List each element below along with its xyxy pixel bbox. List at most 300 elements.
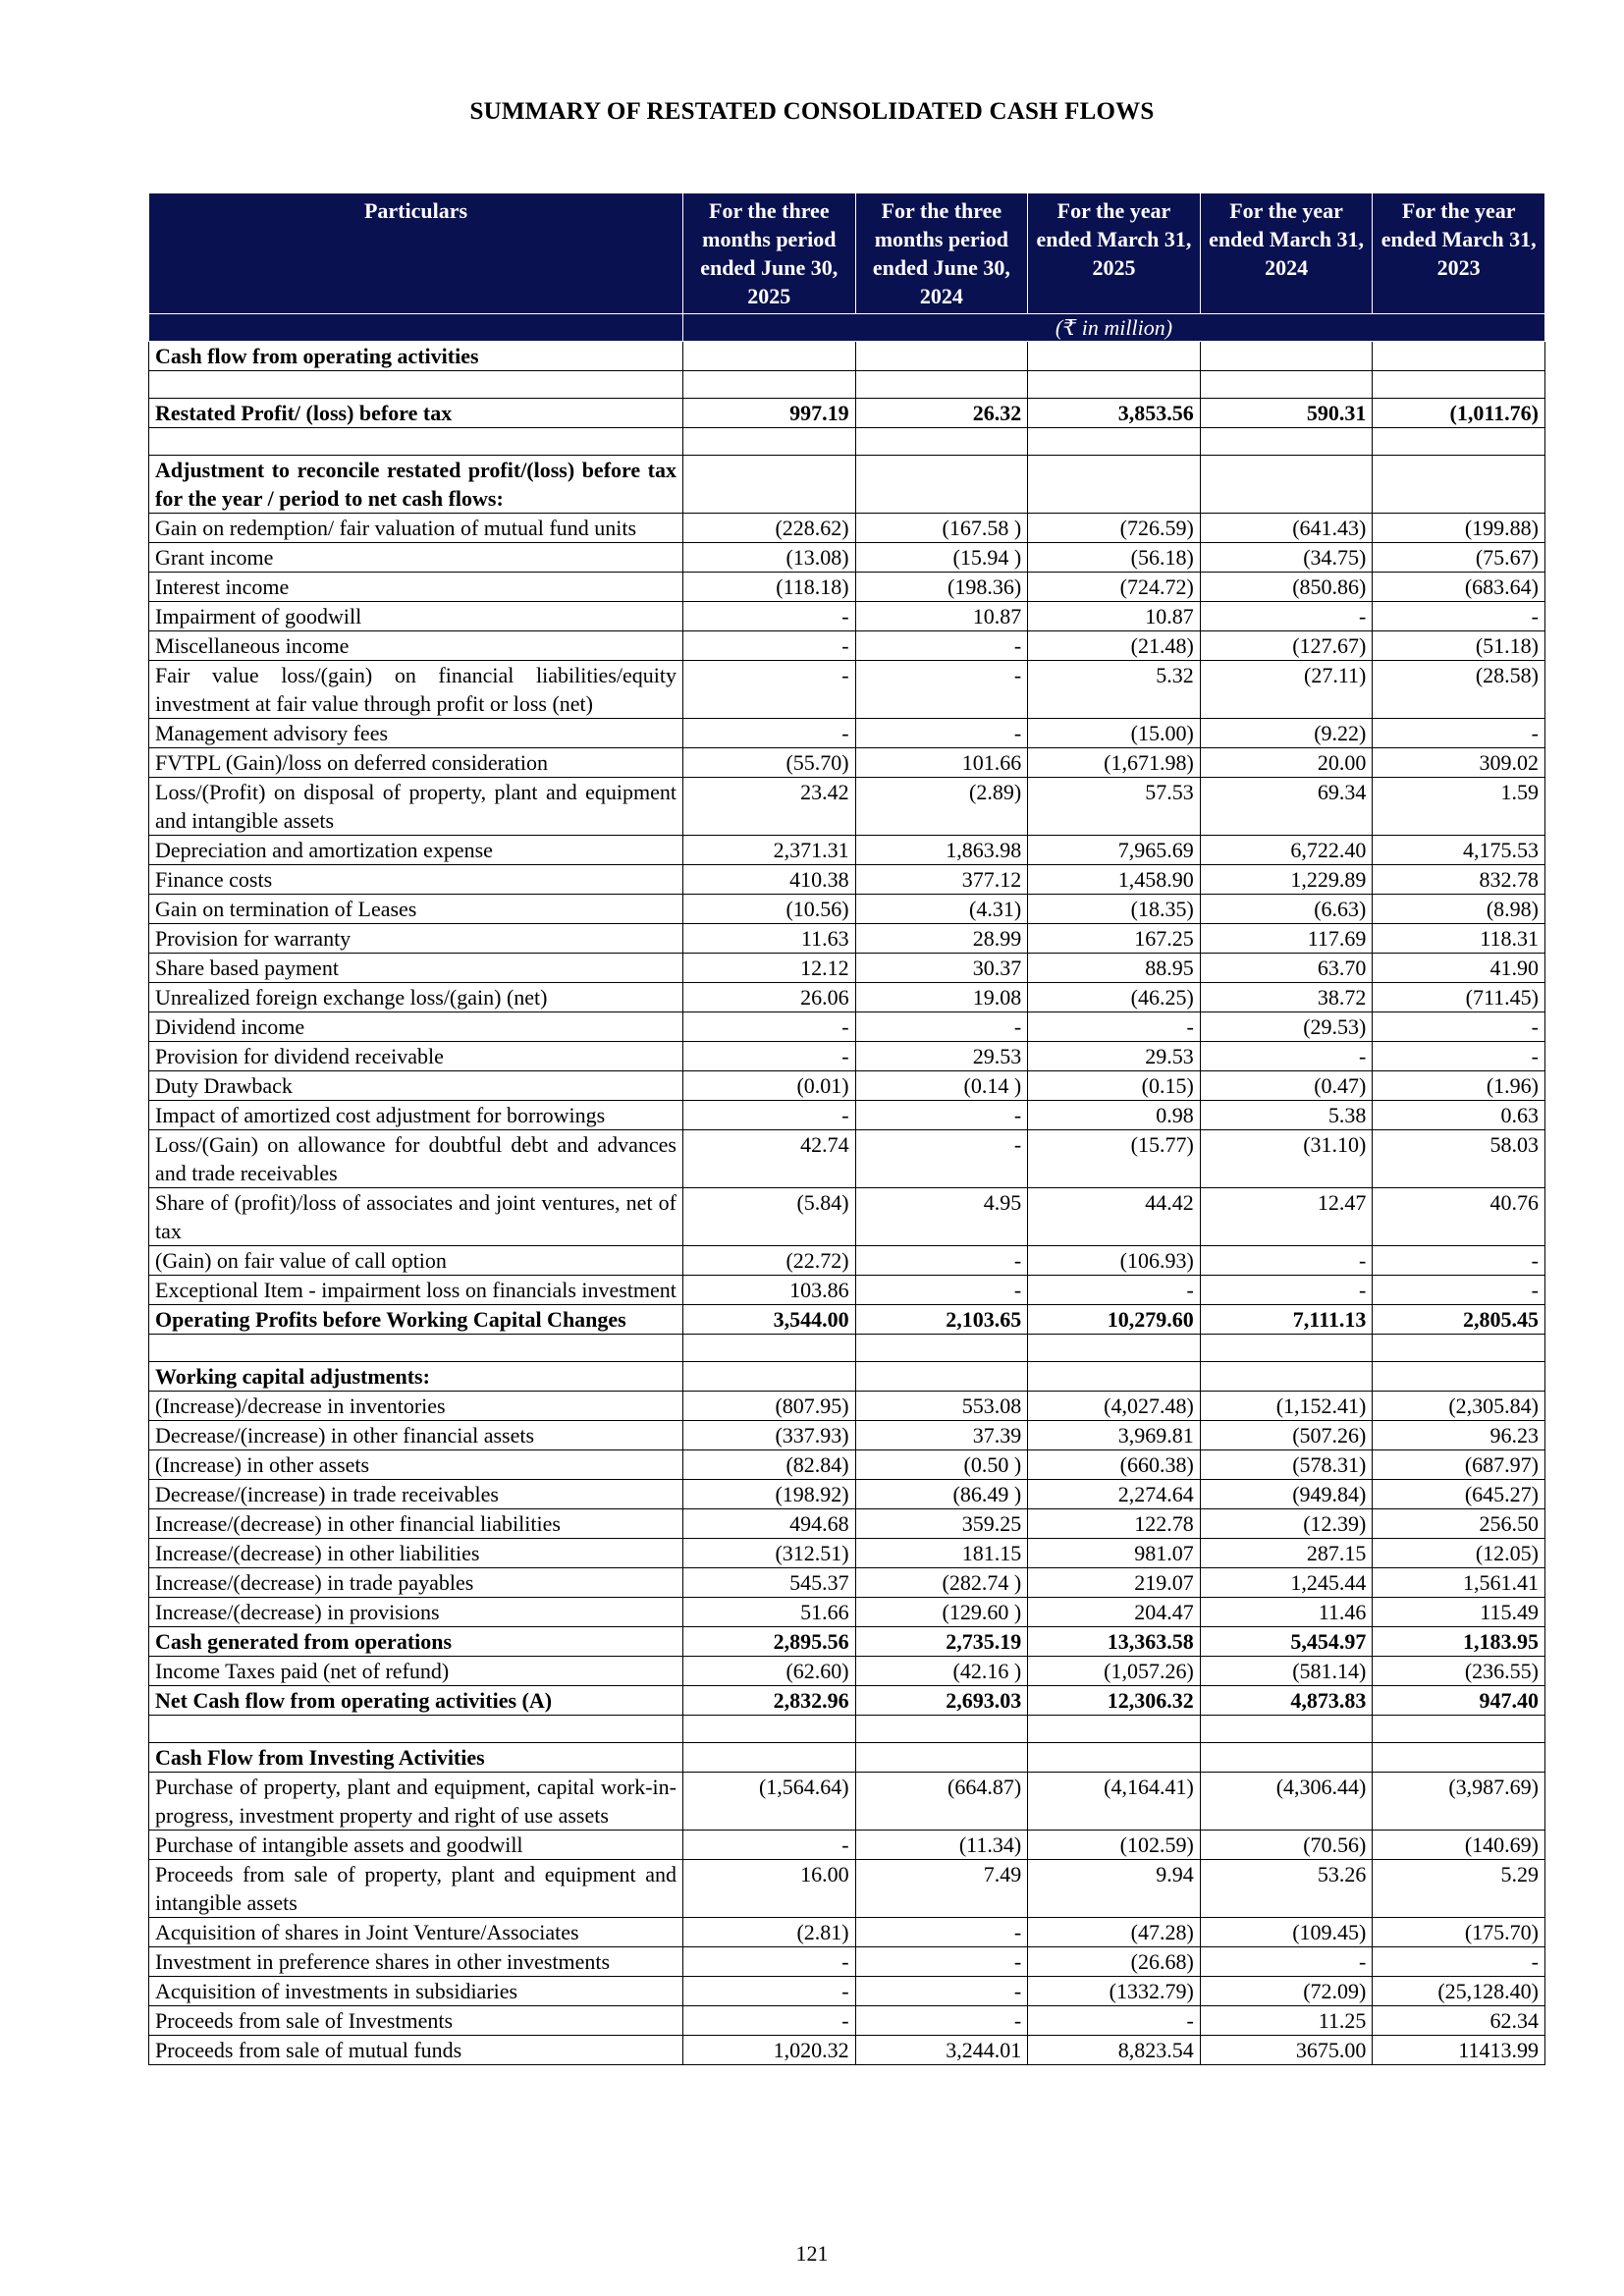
row-value-col-2: (167.58 ): [855, 514, 1028, 543]
row-label: Loss/(Profit) on disposal of property, plant and equipment and intangible assets: [149, 778, 683, 836]
unit-row: [149, 314, 1545, 342]
row-label: (Increase) in other assets: [149, 1450, 683, 1480]
row-value-col-2: -: [855, 661, 1028, 719]
row-value-col-5: (199.88): [1373, 514, 1545, 543]
table-row: [149, 514, 1545, 543]
row-value-col-1: 1,020.32: [683, 2036, 856, 2065]
row-value-col-4: -: [1200, 1947, 1373, 1977]
row-value-col-4: 53.26: [1200, 1860, 1373, 1918]
row-label: Increase/(decrease) in trade payables: [149, 1568, 683, 1598]
row-label: Loss/(Gain) on allowance for doubtful debt and advances and trade receivables: [149, 1130, 683, 1188]
table-row: [149, 1042, 1545, 1071]
row-label: Increase/(decrease) in other financial liabilities: [149, 1509, 683, 1539]
row-value-col-5: 58.03: [1373, 1130, 1545, 1188]
row-value-col-1: 16.00: [683, 1860, 856, 1918]
row-label: Restated Profit/ (loss) before tax: [149, 399, 683, 428]
row-value-col-2: 181.15: [855, 1539, 1028, 1568]
row-value-col-4: (72.09): [1200, 1977, 1373, 2006]
row-label: Working capital adjustments:: [149, 1362, 683, 1392]
table-row: [149, 1012, 1545, 1042]
row-value-col-1: -: [683, 602, 856, 631]
row-value-col-3: 8,823.54: [1028, 2036, 1201, 2065]
row-value-col-3: (660.38): [1028, 1450, 1201, 1480]
table-row: [149, 954, 1545, 983]
row-value-col-4: (12.39): [1200, 1509, 1373, 1539]
row-value-col-1: 2,371.31: [683, 836, 856, 865]
row-value-col-3: (1,671.98): [1028, 748, 1201, 778]
row-label: Dividend income: [149, 1012, 683, 1042]
row-value-col-5: -: [1373, 1947, 1545, 1977]
row-value-col-4: [1200, 1335, 1373, 1362]
row-value-col-1: [683, 456, 856, 514]
row-value-col-1: -: [683, 1012, 856, 1042]
row-value-col-5: (12.05): [1373, 1539, 1545, 1568]
row-value-col-3: 122.78: [1028, 1509, 1201, 1539]
row-value-col-2: [855, 1362, 1028, 1392]
table-row: [149, 1598, 1545, 1627]
table-row: [149, 778, 1545, 836]
row-value-col-3: 13,363.58: [1028, 1627, 1201, 1657]
row-value-col-3: (18.35): [1028, 895, 1201, 924]
row-value-col-3: 2,274.64: [1028, 1480, 1201, 1509]
table-row: [149, 1130, 1545, 1188]
row-value-col-3: -: [1028, 1012, 1201, 1042]
header-col-3: For the year ended March 31, 2025: [1028, 193, 1201, 314]
row-value-col-3: 44.42: [1028, 1188, 1201, 1246]
row-value-col-3: (56.18): [1028, 543, 1201, 573]
table-row: [149, 895, 1545, 924]
table-row: [149, 631, 1545, 661]
row-value-col-4: (641.43): [1200, 514, 1373, 543]
row-value-col-2: 2,103.65: [855, 1305, 1028, 1335]
row-value-col-2: (664.87): [855, 1773, 1028, 1831]
row-value-col-4: 4,873.83: [1200, 1686, 1373, 1716]
row-label: Depreciation and amortization expense: [149, 836, 683, 865]
table-body: [149, 342, 1545, 2065]
row-value-col-5: -: [1373, 1012, 1545, 1042]
row-value-col-1: (62.60): [683, 1657, 856, 1686]
row-value-col-3: 57.53: [1028, 778, 1201, 836]
table-row: [149, 1480, 1545, 1509]
row-label: [149, 371, 683, 399]
row-value-col-4: 117.69: [1200, 924, 1373, 954]
row-label: Impact of amortized cost adjustment for borrowings: [149, 1101, 683, 1130]
row-value-col-3: (47.28): [1028, 1918, 1201, 1947]
row-label: Duty Drawback: [149, 1071, 683, 1101]
row-label: Share of (profit)/loss of associates and joint ventures, net of tax: [149, 1188, 683, 1246]
row-value-col-3: (21.48): [1028, 631, 1201, 661]
table-row: [149, 1276, 1545, 1305]
row-value-col-5: (711.45): [1373, 983, 1545, 1012]
table-row: [149, 1188, 1545, 1246]
row-value-col-4: 63.70: [1200, 954, 1373, 983]
table-row: [149, 1743, 1545, 1773]
table-row: [149, 573, 1545, 602]
row-value-col-5: (140.69): [1373, 1831, 1545, 1860]
row-value-col-4: (9.22): [1200, 719, 1373, 748]
row-value-col-4: 5,454.97: [1200, 1627, 1373, 1657]
row-label: Gain on termination of Leases: [149, 895, 683, 924]
table-row: [149, 399, 1545, 428]
row-value-col-1: [683, 1335, 856, 1362]
table-row: [149, 1362, 1545, 1392]
row-label: Acquisition of shares in Joint Venture/Associates: [149, 1918, 683, 1947]
row-value-col-1: [683, 428, 856, 456]
table-row: [149, 2006, 1545, 2036]
row-label: Decrease/(increase) in other financial assets: [149, 1421, 683, 1450]
blank-row: [149, 1335, 1545, 1362]
row-value-col-4: (27.11): [1200, 661, 1373, 719]
row-value-col-2: 37.39: [855, 1421, 1028, 1450]
row-value-col-1: -: [683, 1101, 856, 1130]
table-row: [149, 924, 1545, 954]
row-value-col-1: 997.19: [683, 399, 856, 428]
row-label: Impairment of goodwill: [149, 602, 683, 631]
header-col-2: For the three months period ended June 30, 2024: [855, 193, 1028, 314]
row-value-col-4: [1200, 1362, 1373, 1392]
row-value-col-2: [855, 1716, 1028, 1743]
row-label: Share based payment: [149, 954, 683, 983]
row-value-col-1: (198.92): [683, 1480, 856, 1509]
row-value-col-5: 0.63: [1373, 1101, 1545, 1130]
row-value-col-5: 2,805.45: [1373, 1305, 1545, 1335]
row-value-col-4: 6,722.40: [1200, 836, 1373, 865]
row-value-col-2: 2,693.03: [855, 1686, 1028, 1716]
row-label: Adjustment to reconcile restated profit/(loss) before tax for the year / period to net cash flows:: [149, 456, 683, 514]
table-row: [149, 1831, 1545, 1860]
row-value-col-4: (949.84): [1200, 1480, 1373, 1509]
row-value-col-5: (1,011.76): [1373, 399, 1545, 428]
row-value-col-2: (129.60 ): [855, 1598, 1028, 1627]
row-value-col-1: (10.56): [683, 895, 856, 924]
row-value-col-3: 3,969.81: [1028, 1421, 1201, 1450]
row-value-col-5: 1.59: [1373, 778, 1545, 836]
row-value-col-2: -: [855, 631, 1028, 661]
row-value-col-1: 2,895.56: [683, 1627, 856, 1657]
row-value-col-1: (337.93): [683, 1421, 856, 1450]
row-value-col-3: 12,306.32: [1028, 1686, 1201, 1716]
row-value-col-5: 309.02: [1373, 748, 1545, 778]
row-value-col-3: [1028, 1743, 1201, 1773]
row-value-col-4: [1200, 456, 1373, 514]
row-value-col-2: -: [855, 1246, 1028, 1276]
row-value-col-3: [1028, 428, 1201, 456]
row-value-col-3: (4,027.48): [1028, 1392, 1201, 1421]
row-value-col-1: (118.18): [683, 573, 856, 602]
table-row: [149, 2036, 1545, 2065]
row-label: [149, 1335, 683, 1362]
row-value-col-5: (8.98): [1373, 895, 1545, 924]
unit-row-blank: [149, 314, 683, 342]
row-label: Exceptional Item - impairment loss on financials investment: [149, 1276, 683, 1305]
row-label: Proceeds from sale of Investments: [149, 2006, 683, 2036]
header-col-5: For the year ended March 31, 2023: [1373, 193, 1545, 314]
table-row: [149, 1101, 1545, 1130]
blank-row: [149, 428, 1545, 456]
row-value-col-1: (13.08): [683, 543, 856, 573]
row-value-col-3: 204.47: [1028, 1598, 1201, 1627]
row-value-col-2: 4.95: [855, 1188, 1028, 1246]
row-label: Income Taxes paid (net of refund): [149, 1657, 683, 1686]
row-value-col-5: (175.70): [1373, 1918, 1545, 1947]
row-value-col-4: 590.31: [1200, 399, 1373, 428]
row-value-col-1: -: [683, 1977, 856, 2006]
row-value-col-5: 41.90: [1373, 954, 1545, 983]
row-value-col-5: (75.67): [1373, 543, 1545, 573]
row-value-col-3: 1,458.90: [1028, 865, 1201, 895]
table-row: [149, 836, 1545, 865]
row-value-col-4: 12.47: [1200, 1188, 1373, 1246]
row-value-col-1: 12.12: [683, 954, 856, 983]
row-value-col-4: -: [1200, 1246, 1373, 1276]
row-value-col-2: (282.74 ): [855, 1568, 1028, 1598]
row-value-col-1: [683, 1743, 856, 1773]
table-row: [149, 1450, 1545, 1480]
row-value-col-1: (312.51): [683, 1539, 856, 1568]
row-value-col-3: 10.87: [1028, 602, 1201, 631]
table-row: [149, 1568, 1545, 1598]
row-label: [149, 1716, 683, 1743]
row-value-col-3: [1028, 342, 1201, 371]
table-row: [149, 1860, 1545, 1918]
row-value-col-3: (4,164.41): [1028, 1773, 1201, 1831]
row-value-col-5: -: [1373, 602, 1545, 631]
row-label: Fair value loss/(gain) on financial liabilities/equity investment at fair value through profit or loss (net): [149, 661, 683, 719]
row-value-col-1: -: [683, 631, 856, 661]
row-value-col-1: 410.38: [683, 865, 856, 895]
row-value-col-1: (228.62): [683, 514, 856, 543]
row-value-col-3: 10,279.60: [1028, 1305, 1201, 1335]
row-value-col-1: (22.72): [683, 1246, 856, 1276]
table-row: [149, 456, 1545, 514]
row-value-col-1: 11.63: [683, 924, 856, 954]
row-value-col-2: -: [855, 2006, 1028, 2036]
row-value-col-2: (86.49 ): [855, 1480, 1028, 1509]
row-value-col-2: 19.08: [855, 983, 1028, 1012]
row-label: Proceeds from sale of mutual funds: [149, 2036, 683, 2065]
row-value-col-5: 256.50: [1373, 1509, 1545, 1539]
row-value-col-5: [1373, 1335, 1545, 1362]
row-value-col-4: 7,111.13: [1200, 1305, 1373, 1335]
table-row: [149, 1305, 1545, 1335]
row-value-col-3: 7,965.69: [1028, 836, 1201, 865]
row-value-col-4: 1,229.89: [1200, 865, 1373, 895]
row-value-col-4: (109.45): [1200, 1918, 1373, 1947]
row-value-col-5: 4,175.53: [1373, 836, 1545, 865]
row-value-col-3: (724.72): [1028, 573, 1201, 602]
row-value-col-1: 23.42: [683, 778, 856, 836]
table-row: [149, 865, 1545, 895]
row-value-col-4: 1,245.44: [1200, 1568, 1373, 1598]
row-label: Unrealized foreign exchange loss/(gain) (net): [149, 983, 683, 1012]
row-value-col-4: -: [1200, 1276, 1373, 1305]
row-label: Increase/(decrease) in provisions: [149, 1598, 683, 1627]
row-label: Cash Flow from Investing Activities: [149, 1743, 683, 1773]
row-value-col-5: (2,305.84): [1373, 1392, 1545, 1421]
table-row: [149, 661, 1545, 719]
row-value-col-4: [1200, 1743, 1373, 1773]
row-value-col-2: 30.37: [855, 954, 1028, 983]
table-row: [149, 1246, 1545, 1276]
row-value-col-3: [1028, 1716, 1201, 1743]
row-label: Cash flow from operating activities: [149, 342, 683, 371]
row-value-col-1: [683, 371, 856, 399]
row-value-col-3: 0.98: [1028, 1101, 1201, 1130]
table-header-row: [149, 193, 1545, 314]
table-row: [149, 543, 1545, 573]
row-label: [149, 428, 683, 456]
row-value-col-2: 26.32: [855, 399, 1028, 428]
table-row: [149, 1539, 1545, 1568]
row-value-col-3: 3,853.56: [1028, 399, 1201, 428]
blank-row: [149, 1716, 1545, 1743]
table-row: [149, 1947, 1545, 1977]
row-value-col-4: [1200, 371, 1373, 399]
row-value-col-1: 545.37: [683, 1568, 856, 1598]
row-value-col-4: 3675.00: [1200, 2036, 1373, 2065]
row-label: FVTPL (Gain)/loss on deferred consideration: [149, 748, 683, 778]
row-value-col-4: 11.46: [1200, 1598, 1373, 1627]
row-value-col-5: (28.58): [1373, 661, 1545, 719]
row-value-col-5: 115.49: [1373, 1598, 1545, 1627]
row-value-col-2: 28.99: [855, 924, 1028, 954]
row-value-col-2: -: [855, 719, 1028, 748]
row-value-col-3: 167.25: [1028, 924, 1201, 954]
row-value-col-2: [855, 456, 1028, 514]
row-value-col-4: (29.53): [1200, 1012, 1373, 1042]
row-value-col-5: (236.55): [1373, 1657, 1545, 1686]
table-row: [149, 1421, 1545, 1450]
row-value-col-5: 832.78: [1373, 865, 1545, 895]
row-value-col-1: -: [683, 1947, 856, 1977]
row-value-col-2: (2.89): [855, 778, 1028, 836]
row-value-col-3: 9.94: [1028, 1860, 1201, 1918]
row-value-col-5: (51.18): [1373, 631, 1545, 661]
blank-row: [149, 371, 1545, 399]
row-value-col-3: -: [1028, 1276, 1201, 1305]
row-label: (Increase)/decrease in inventories: [149, 1392, 683, 1421]
row-value-col-5: -: [1373, 1042, 1545, 1071]
row-label: Acquisition of investments in subsidiaries: [149, 1977, 683, 2006]
row-value-col-2: -: [855, 1947, 1028, 1977]
row-value-col-2: [855, 1335, 1028, 1362]
row-value-col-1: [683, 1716, 856, 1743]
row-value-col-3: 29.53: [1028, 1042, 1201, 1071]
row-value-col-2: 377.12: [855, 865, 1028, 895]
row-value-col-2: 2,735.19: [855, 1627, 1028, 1657]
row-value-col-1: 26.06: [683, 983, 856, 1012]
row-value-col-5: 62.34: [1373, 2006, 1545, 2036]
table-row: [149, 602, 1545, 631]
row-label: Purchase of property, plant and equipment, capital work-in-progress, investment property and right of use assets: [149, 1773, 683, 1831]
row-value-col-5: [1373, 428, 1545, 456]
row-value-col-3: (102.59): [1028, 1831, 1201, 1860]
row-value-col-5: (3,987.69): [1373, 1773, 1545, 1831]
row-value-col-1: -: [683, 661, 856, 719]
row-value-col-1: -: [683, 2006, 856, 2036]
header-col-1: For the three months period ended June 30, 2025: [683, 193, 856, 314]
row-label: Net Cash flow from operating activities (A): [149, 1686, 683, 1716]
row-value-col-5: 947.40: [1373, 1686, 1545, 1716]
row-value-col-1: 3,544.00: [683, 1305, 856, 1335]
cash-flow-table: [148, 192, 1545, 2065]
row-label: Finance costs: [149, 865, 683, 895]
row-label: Grant income: [149, 543, 683, 573]
row-value-col-5: 96.23: [1373, 1421, 1545, 1450]
row-label: Miscellaneous income: [149, 631, 683, 661]
header-particulars: Particulars: [149, 193, 683, 314]
row-value-col-2: -: [855, 1918, 1028, 1947]
row-value-col-2: -: [855, 1101, 1028, 1130]
row-value-col-4: 287.15: [1200, 1539, 1373, 1568]
row-value-col-4: (4,306.44): [1200, 1773, 1373, 1831]
row-value-col-4: 38.72: [1200, 983, 1373, 1012]
row-value-col-3: (26.68): [1028, 1947, 1201, 1977]
row-value-col-3: 88.95: [1028, 954, 1201, 983]
row-label: Provision for warranty: [149, 924, 683, 954]
row-value-col-2: [855, 1743, 1028, 1773]
table-row: [149, 1392, 1545, 1421]
row-value-col-4: -: [1200, 1042, 1373, 1071]
unit-label: (₹ in million): [683, 314, 1545, 342]
row-label: Management advisory fees: [149, 719, 683, 748]
row-value-col-2: 10.87: [855, 602, 1028, 631]
row-value-col-5: 1,561.41: [1373, 1568, 1545, 1598]
row-value-col-3: 981.07: [1028, 1539, 1201, 1568]
row-value-col-1: [683, 342, 856, 371]
row-value-col-2: 101.66: [855, 748, 1028, 778]
page-title: SUMMARY OF RESTATED CONSOLIDATED CASH FLOWS: [469, 98, 1155, 125]
row-value-col-4: (31.10): [1200, 1130, 1373, 1188]
table-row: [149, 1657, 1545, 1686]
row-value-col-4: (578.31): [1200, 1450, 1373, 1480]
row-value-col-1: 103.86: [683, 1276, 856, 1305]
row-value-col-5: [1373, 456, 1545, 514]
row-value-col-3: (46.25): [1028, 983, 1201, 1012]
row-value-col-5: [1373, 371, 1545, 399]
row-value-col-2: [855, 371, 1028, 399]
row-value-col-1: (1,564.64): [683, 1773, 856, 1831]
row-value-col-5: 1,183.95: [1373, 1627, 1545, 1657]
row-value-col-5: [1373, 1743, 1545, 1773]
row-value-col-5: [1373, 1362, 1545, 1392]
row-value-col-5: 118.31: [1373, 924, 1545, 954]
row-value-col-4: [1200, 1716, 1373, 1743]
row-value-col-1: (5.84): [683, 1188, 856, 1246]
row-value-col-3: -: [1028, 2006, 1201, 2036]
row-label: Increase/(decrease) in other liabilities: [149, 1539, 683, 1568]
row-value-col-5: -: [1373, 1246, 1545, 1276]
row-value-col-3: [1028, 371, 1201, 399]
row-value-col-5: 5.29: [1373, 1860, 1545, 1918]
table-row: [149, 1686, 1545, 1716]
row-value-col-3: (0.15): [1028, 1071, 1201, 1101]
row-value-col-2: (0.50 ): [855, 1450, 1028, 1480]
row-value-col-1: -: [683, 1042, 856, 1071]
row-value-col-1: (2.81): [683, 1918, 856, 1947]
row-value-col-5: (1.96): [1373, 1071, 1545, 1101]
row-value-col-1: [683, 1362, 856, 1392]
row-value-col-1: 494.68: [683, 1509, 856, 1539]
row-value-col-1: (0.01): [683, 1071, 856, 1101]
row-value-col-2: -: [855, 1012, 1028, 1042]
row-value-col-4: (70.56): [1200, 1831, 1373, 1860]
table-row: [149, 983, 1545, 1012]
row-value-col-4: (581.14): [1200, 1657, 1373, 1686]
row-value-col-2: 1,863.98: [855, 836, 1028, 865]
row-value-col-3: (15.77): [1028, 1130, 1201, 1188]
row-value-col-2: (11.34): [855, 1831, 1028, 1860]
